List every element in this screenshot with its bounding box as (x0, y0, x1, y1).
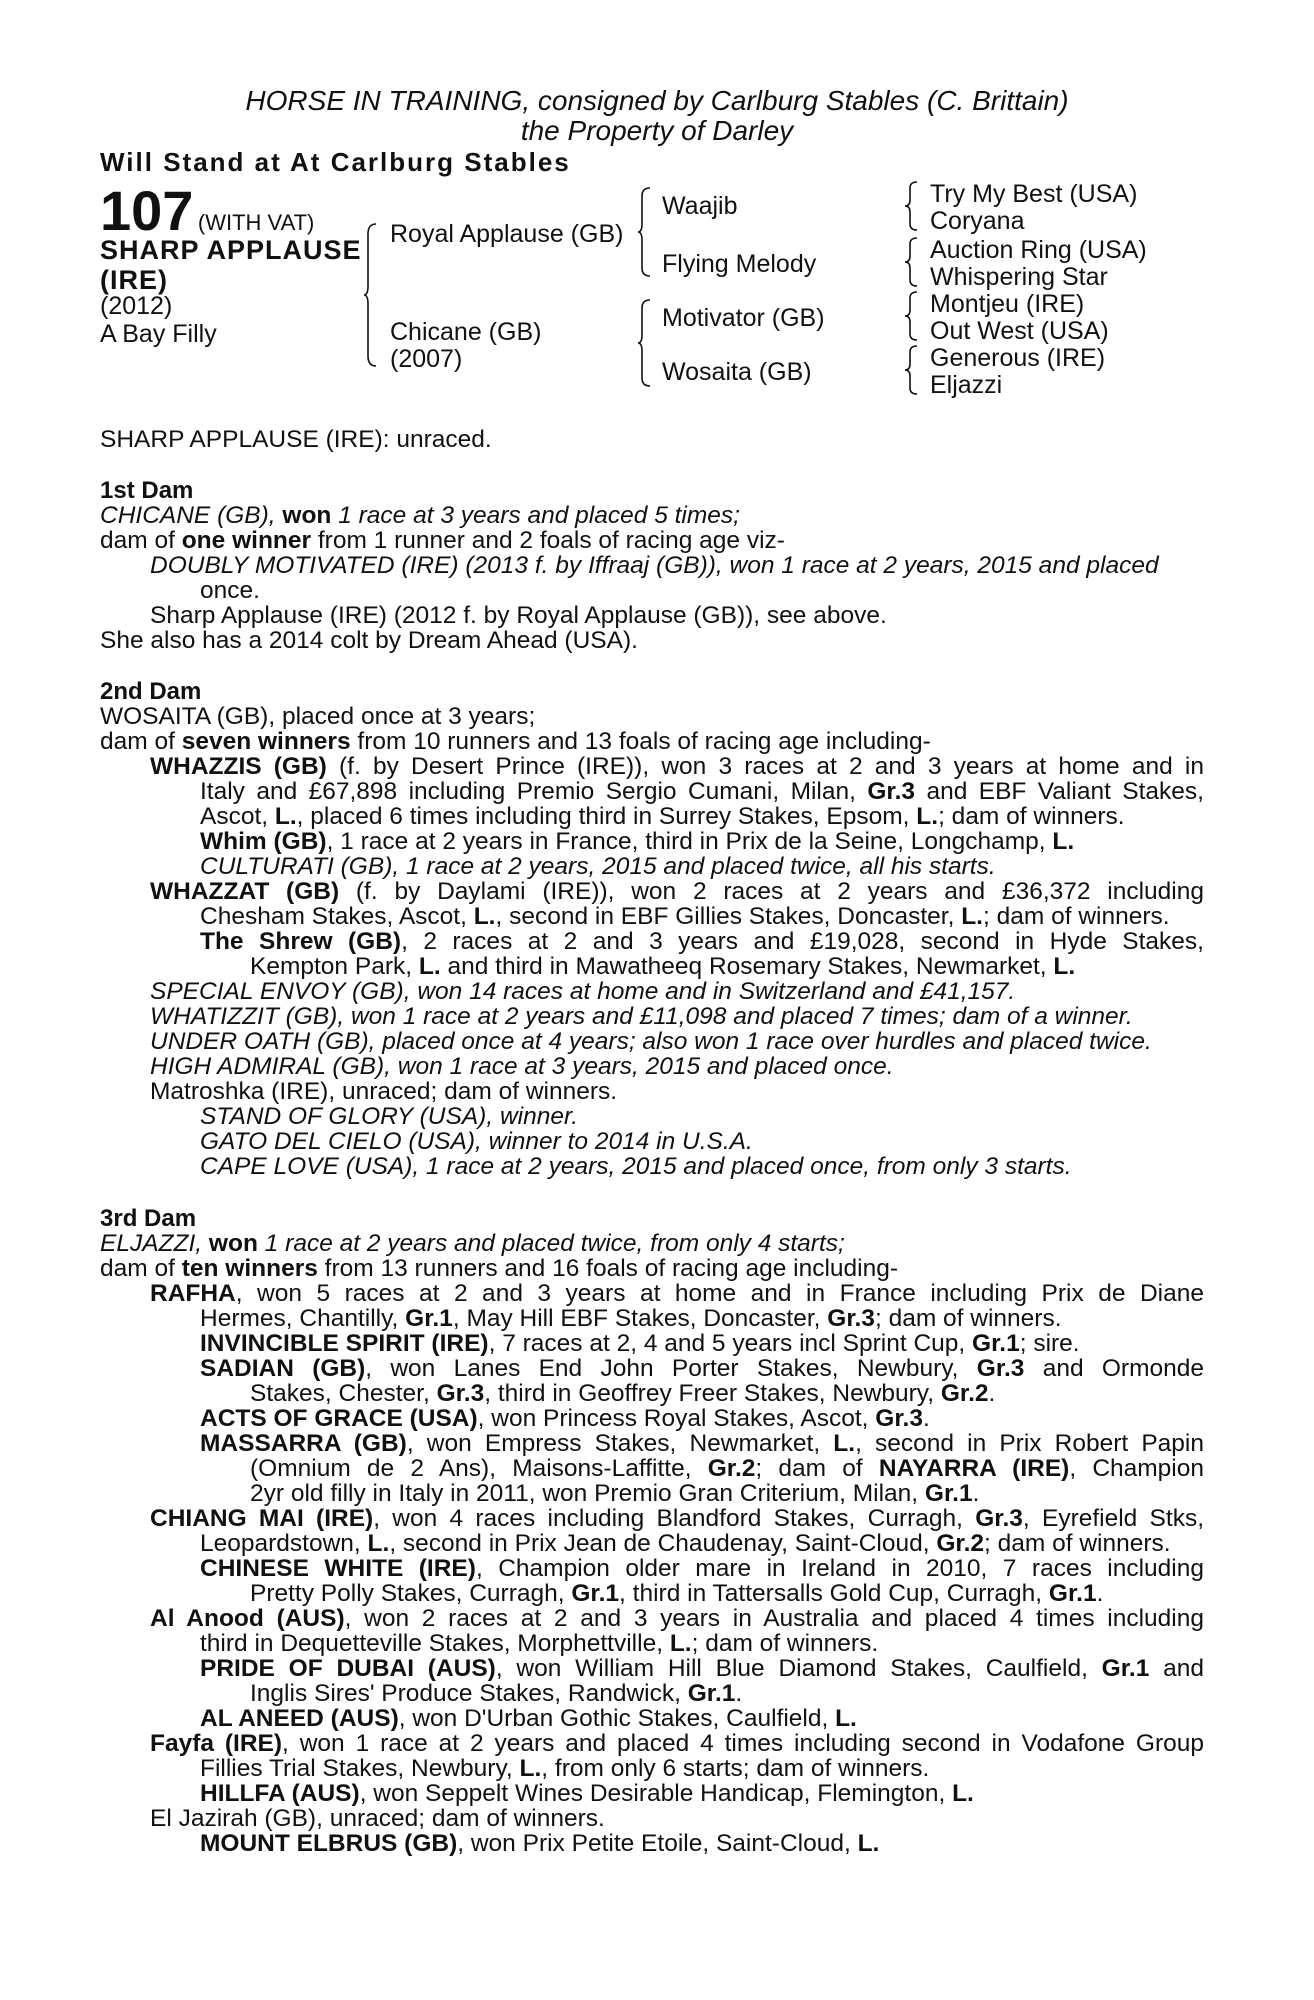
third-dam-line: ELJAZZI, won 1 race at 2 years and placed twice, from only 4 starts; (100, 1230, 845, 1257)
pedigree-sire-sire: Waajib (662, 192, 738, 220)
second-dam-line: Whim (GB), 1 race at 2 years in France, third in Prix de la Seine, Longchamp, L. (200, 828, 1075, 855)
third-dam-line: PRIDE OF DUBAI (AUS), won William Hill Blue Diamond Stakes, Caulfield, Gr.1 and (200, 1655, 1204, 1682)
third-dam-line: INVINCIBLE SPIRIT (IRE), 7 races at 2, 4 and 5 years incl Sprint Cup, Gr.1; sire. (200, 1330, 1080, 1357)
third-dam-line: ACTS OF GRACE (USA), won Princess Royal Stakes, Ascot, Gr.3. (200, 1405, 930, 1432)
third-dam-line: Inglis Sires' Produce Stakes, Randwick, Gr.1. (250, 1680, 743, 1707)
second-dam-line: UNDER OATH (GB), placed once at 4 years; also won 1 race over hurdles and placed twice. (150, 1028, 1152, 1055)
pedigree-dam-sire: Motivator (GB) (662, 304, 825, 332)
second-dam-line: GATO DEL CIELO (USA), winner to 2014 in U.S.A. (200, 1128, 753, 1155)
first-dam-line: dam of one winner from 1 runner and 2 foals of racing age viz- (100, 527, 785, 554)
lot-number-block (100, 179, 315, 242)
second-dam-line: dam of seven winners from 10 runners and 13 foals of racing age including- (100, 728, 931, 755)
third-dam-line: Pretty Polly Stakes, Curragh, Gr.1, third in Tattersalls Gold Cup, Curragh, Gr.1. (250, 1580, 1104, 1607)
third-dam-line: 2yr old filly in Italy in 2011, won Premio Gran Criterium, Milan, Gr.1. (250, 1480, 980, 1507)
foaling-year: (2012) (100, 292, 173, 320)
pedigree-brace-flying-melody (905, 236, 919, 288)
pedigree-ancestor-3: Auction Ring (USA) (930, 236, 1147, 264)
stand-heading: Will Stand at At Carlburg Stables (100, 147, 571, 177)
third-dam-line: El Jazirah (GB), unraced; dam of winners. (150, 1805, 605, 1832)
consignor-heading: HORSE IN TRAINING, consigned by Carlburg Stables (C. Brittain) (245, 85, 1069, 116)
second-dam-line: STAND OF GLORY (USA), winner. (200, 1103, 579, 1130)
third-dam-line: dam of ten winners from 13 runners and 16 foals of racing age including- (100, 1255, 899, 1282)
third-dam-line: RAFHA, won 5 races at 2 and 3 years at home and in France including Prix de Diane (150, 1280, 1204, 1307)
second-dam-line: Italy and £67,898 including Premio Sergio Cumani, Milan, Gr.3 and EBF Valiant Stakes, (200, 778, 1204, 805)
third-dam-line: MOUNT ELBRUS (GB), won Prix Petite Etoile, Saint-Cloud, L. (200, 1830, 880, 1857)
third-dam-line: CHINESE WHITE (IRE), Champion older mare in Ireland in 2010, 7 races including (200, 1555, 1204, 1582)
second-dam-line: WHAZZIS (GB) (f. by Desert Prince (IRE)), won 3 races at 2 and 3 years at home and in (150, 753, 1204, 780)
third-dam-line: Leopardstown, L., second in Prix Jean de Chaudenay, Saint-Cloud, Gr.2; dam of winners. (200, 1530, 1171, 1557)
horse-country: (IRE) (100, 265, 168, 295)
third-dam-line: Fayfa (IRE), won 1 race at 2 years and placed 4 times including second in Vodafone Group (150, 1730, 1204, 1757)
pedigree-ancestor-5: Montjeu (IRE) (930, 290, 1085, 318)
pedigree-dam-year: (2007) (390, 345, 463, 373)
pedigree-brace-sire (638, 186, 652, 278)
third-dam-heading: 3rd Dam (100, 1205, 197, 1232)
pedigree-brace-motivator (905, 290, 919, 342)
pedigree-brace-dam (638, 298, 652, 388)
third-dam-line: AL ANEED (AUS), won D'Urban Gothic Stakes, Caulfield, L. (200, 1705, 857, 1732)
pedigree-sire: Royal Applause (GB) (390, 220, 624, 248)
pedigree-ancestor-7: Generous (IRE) (930, 344, 1106, 372)
horse-description: A Bay Filly (100, 320, 217, 348)
second-dam-line: WHAZZAT (GB) (f. by Daylami (IRE)), won 2 races at 2 years and £36,372 including (150, 878, 1204, 905)
third-dam-line: Hermes, Chantilly, Gr.1, May Hill EBF Stakes, Doncaster, Gr.3; dam of winners. (200, 1305, 1062, 1332)
third-dam-line: CHIANG MAI (IRE), won 4 races including Blandford Stakes, Curragh, Gr.3, Eyrefield Stks, (150, 1505, 1205, 1532)
third-dam-line: MASSARRA (GB), won Empress Stakes, Newmarket, L., second in Prix Robert Papin (200, 1430, 1204, 1457)
horse-name: SHARP APPLAUSE (100, 235, 362, 265)
property-heading: the Property of Darley (520, 115, 794, 146)
second-dam-line: WHATIZZIT (GB), won 1 race at 2 years and £11,098 and placed 7 times; dam of a winner. (150, 1003, 1133, 1030)
first-dam-line: Sharp Applause (IRE) (2012 f. by Royal Applause (GB)), see above. (150, 602, 887, 629)
second-dam-line: SPECIAL ENVOY (GB), won 14 races at home and in Switzerland and £41,157. (150, 978, 1016, 1005)
pedigree-sire-dam: Flying Melody (662, 250, 817, 278)
pedigree-ancestor-1: Try My Best (USA) (930, 180, 1138, 208)
third-dam-line: Stakes, Chester, Gr.3, third in Geoffrey Freer Stakes, Newbury, Gr.2. (250, 1380, 996, 1407)
second-dam-line: WOSAITA (GB), placed once at 3 years; (100, 703, 536, 730)
pedigree-brace-wosaita (905, 344, 919, 396)
pedigree-brace-generation-1 (364, 222, 378, 368)
pedigree-ancestor-8: Eljazzi (930, 371, 1003, 399)
third-dam-line: (Omnium de 2 Ans), Maisons-Laffitte, Gr.2; dam of NAYARRA (IRE), Champion (250, 1455, 1204, 1482)
first-dam-line: CHICANE (GB), won 1 race at 3 years and placed 5 times; (100, 502, 740, 529)
pedigree-ancestor-2: Coryana (930, 207, 1025, 235)
pedigree-ancestor-4: Whispering Star (930, 263, 1108, 291)
second-dam-line: The Shrew (GB), 2 races at 2 and 3 years and £19,028, second in Hyde Stakes, (200, 928, 1204, 955)
second-dam-heading: 2nd Dam (100, 678, 202, 705)
second-dam-line: HIGH ADMIRAL (GB), won 1 race at 3 years, 2015 and placed once. (150, 1053, 894, 1080)
third-dam-line: HILLFA (AUS), won Seppelt Wines Desirable Handicap, Flemington, L. (200, 1780, 974, 1807)
vat-note: (WITH VAT) (197, 210, 315, 235)
race-record-summary: SHARP APPLAUSE (IRE): unraced. (100, 426, 492, 453)
second-dam-line: CAPE LOVE (USA), 1 race at 2 years, 2015 and placed once, from only 3 starts. (200, 1153, 1072, 1180)
pedigree-dam-dam: Wosaita (GB) (662, 358, 812, 386)
second-dam-line: Ascot, L., placed 6 times including third in Surrey Stakes, Epsom, L.; dam of winners. (200, 803, 1125, 830)
lot-number: 107 (100, 179, 194, 242)
pedigree-dam: Chicane (GB) (390, 318, 542, 346)
first-dam-line: DOUBLY MOTIVATED (IRE) (2013 f. by Iffraaj (GB)), won 1 race at 2 years, 2015 and placed (150, 552, 1159, 579)
second-dam-line: CULTURATI (GB), 1 race at 2 years, 2015 and placed twice, all his starts. (200, 853, 996, 880)
pedigree-brace-waajib (905, 180, 919, 232)
third-dam-line: SADIAN (GB), won Lanes End John Porter Stakes, Newbury, Gr.3 and Ormonde (200, 1355, 1205, 1382)
pedigree-ancestor-6: Out West (USA) (930, 317, 1109, 345)
second-dam-line: Matroshka (IRE), unraced; dam of winners. (150, 1078, 618, 1105)
second-dam-line: Chesham Stakes, Ascot, L., second in EBF Gillies Stakes, Doncaster, L.; dam of winners. (200, 903, 1170, 930)
third-dam-line: Fillies Trial Stakes, Newbury, L., from only 6 starts; dam of winners. (200, 1755, 930, 1782)
third-dam-line: Al Anood (AUS), won 2 races at 2 and 3 years in Australia and placed 4 times including (150, 1605, 1205, 1632)
second-dam-line: Kempton Park, L. and third in Mawatheeq Rosemary Stakes, Newmarket, L. (250, 953, 1076, 980)
first-dam-line: She also has a 2014 colt by Dream Ahead (USA). (100, 627, 638, 654)
third-dam-line: third in Dequetteville Stakes, Morphettville, L.; dam of winners. (200, 1630, 879, 1657)
first-dam-heading: 1st Dam (100, 477, 194, 504)
first-dam-line: once. (200, 577, 260, 604)
